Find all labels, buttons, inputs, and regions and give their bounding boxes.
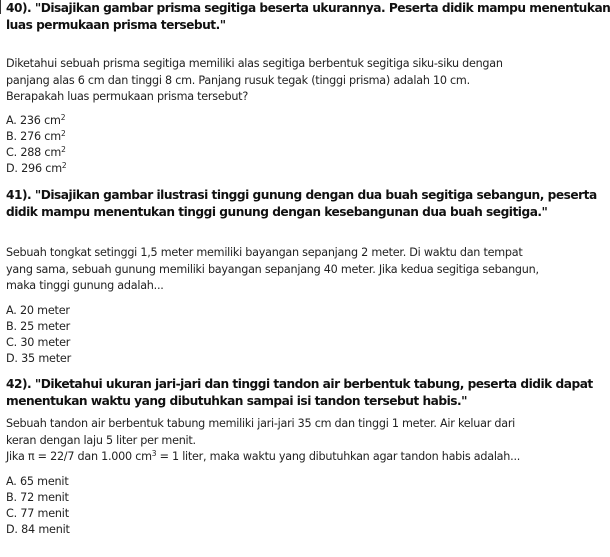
question-40-body (6, 56, 545, 106)
q42-option-a[interactable]: A. 65 menit (6, 475, 69, 488)
q42-text-line-2: keran dengan laju 5 liter per menit. (6, 433, 196, 447)
q40-option-a-sup: 2 (60, 113, 66, 122)
q40-option-c-text: C. 288 cm (6, 146, 62, 159)
question-42-options (6, 474, 545, 538)
q42-option-d[interactable]: D. 84 menit (6, 523, 70, 536)
margin-mark (0, 0, 5, 14)
q40-option-c-sup: 2 (61, 145, 66, 154)
q40-option-b[interactable] (6, 129, 545, 145)
q40-option-a[interactable] (6, 113, 545, 129)
q41-option-a[interactable]: A. 20 meter (6, 304, 70, 317)
q42-text-line-1: Sebuah tandon air berbentuk tabung memiliki jari-jari 35 cm dan tinggi 1 meter. Air keluar dari (6, 417, 516, 430)
q40-option-d[interactable] (6, 161, 545, 177)
q40-heading-line-2: luas permukaan prisma tersebut." (6, 18, 226, 32)
question-42-heading (6, 376, 593, 410)
question-41-heading (6, 187, 597, 221)
q40-text-line-2: panjang alas 6 cm dan tinggi 8 cm. Panjang rusuk tegak (tinggi prisma) adalah 10 cm. (6, 73, 470, 87)
q41-option-c[interactable]: C. 30 meter (6, 336, 71, 349)
q41-text-line-2: yang sama, sebuah gunung memiliki bayangan sepanjang 40 meter. Jika kedua segitiga sebangun, (6, 262, 539, 276)
q41-text-line-1: Sebuah tongkat setinggi 1,5 meter memiliki bayangan sepanjang 2 meter. Di waktu dan tempat (6, 246, 523, 259)
question-40-options (6, 113, 545, 177)
q42-heading-line-1: 42). "Diketahui ukuran jari-jari dan tinggi tandon air berbentuk tabung, peserta didik dapat (6, 377, 593, 391)
q42-heading-line-2: menentukan waktu yang dibutuhkan sampai isi tandon tersebut habis." (6, 394, 467, 408)
q40-heading-line-1: 40). "Disajikan gambar prisma segitiga beserta ukurannya. Peserta didik mampu menentukan (6, 1, 610, 15)
question-40-heading (6, 0, 610, 34)
q40-option-d-text: D. 296 cm (6, 162, 62, 175)
q42-option-c[interactable]: C. 77 menit (6, 507, 69, 520)
q40-option-c[interactable] (6, 145, 545, 161)
q42-text-line-3-sup: 3 (151, 449, 157, 458)
q40-option-b-text: B. 276 cm (6, 130, 61, 143)
q42-text-line-3-b: = 1 liter, maka waktu yang dibutuhkan agar tandon habis adalah... (156, 450, 521, 463)
q41-option-d[interactable]: D. 35 meter (6, 352, 71, 365)
q40-text-line-3: Berapakah luas permukaan prisma tersebut? (6, 90, 249, 103)
q40-option-d-sup: 2 (61, 161, 67, 170)
q40-option-b-sup: 2 (60, 129, 66, 138)
question-41-options (6, 303, 545, 367)
q41-text-line-3: maka tinggi gunung adalah... (6, 279, 164, 292)
question-41-body (6, 245, 545, 295)
q42-option-b[interactable]: B. 72 menit (6, 491, 69, 504)
question-42-body (6, 416, 545, 466)
q41-option-b[interactable]: B. 25 meter (6, 320, 71, 333)
q41-heading-line-1: 41). "Disajikan gambar ilustrasi tinggi gunung dengan dua buah segitiga sebangun, peserta (6, 188, 597, 202)
q40-text-line-1: Diketahui sebuah prisma segitiga memiliki alas segitiga berbentuk segitiga siku-siku dengan (6, 57, 503, 70)
q41-heading-line-2: didik mampu menentukan tinggi gunung dengan kesebangunan dua buah segitiga." (6, 205, 548, 219)
q42-text-line-3-a: Jika π = 22/7 dan 1.000 cm (6, 450, 152, 463)
q42-text-line-3 (6, 449, 545, 466)
q40-option-a-text: A. 236 cm (6, 114, 61, 127)
